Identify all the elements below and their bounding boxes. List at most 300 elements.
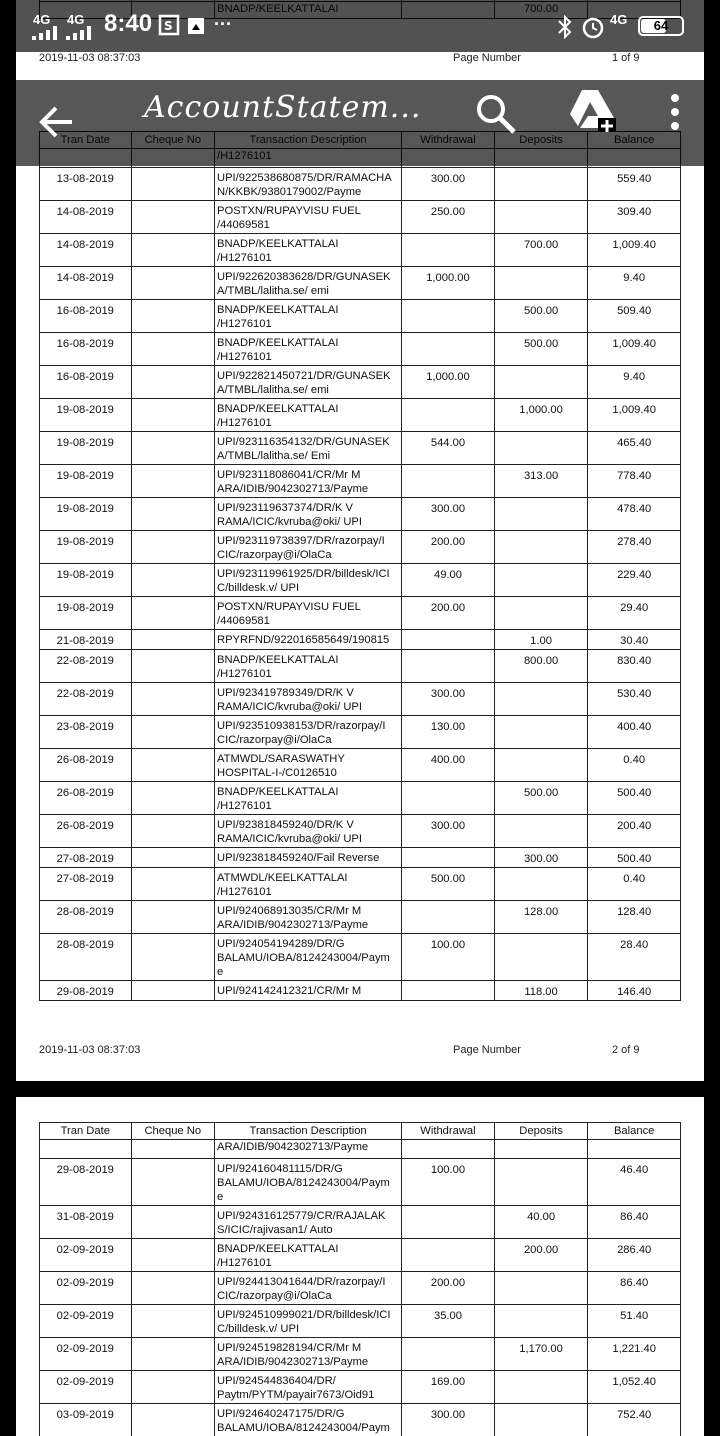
cheque-no: [131, 981, 214, 1001]
tran-date: 19-08-2019: [40, 498, 132, 531]
description-line: /H1276101: [216, 417, 272, 429]
transaction-description: [214, 1239, 401, 1272]
transaction-description: [214, 498, 401, 531]
tran-date: 26-08-2019: [40, 749, 132, 782]
withdrawal: [402, 630, 495, 650]
deposit: [494, 168, 588, 201]
search-icon[interactable]: [474, 92, 518, 136]
svg-text:S: S: [164, 19, 173, 33]
tran-date: 19-08-2019: [40, 597, 132, 630]
balance: 778.40: [588, 465, 681, 498]
description-line: A/TMBL/lalitha.se/ emi: [216, 285, 329, 297]
transaction-description: [214, 716, 401, 749]
tran-date: 14-08-2019: [40, 234, 132, 267]
balance: 200.40: [588, 815, 681, 848]
description-line: BALAMU/IOBA/8124243004/Paym: [216, 1177, 390, 1189]
table-row: [40, 630, 681, 650]
withdrawal: [402, 399, 495, 432]
table-row: [40, 981, 681, 1001]
balance: 86.40: [588, 1206, 681, 1239]
signal-icon: [32, 26, 58, 40]
table-row: [40, 815, 681, 848]
table-row: [40, 1239, 681, 1272]
description-line: UPI/924510999021/DR/billdesk/ICI: [216, 1309, 391, 1321]
cheque-no: [131, 934, 214, 981]
description-line: ATMWDL/SARASWATHY: [216, 753, 345, 765]
table-row: [40, 564, 681, 597]
table-row: [40, 749, 681, 782]
withdrawal: 169.00: [402, 1371, 495, 1404]
cheque-no: [131, 267, 214, 300]
balance: 400.40: [588, 716, 681, 749]
tran-date: 21-08-2019: [40, 630, 132, 650]
description-line: A/TMBL/lalitha.se/ emi: [216, 384, 329, 396]
header-deposits: Deposits: [494, 1123, 588, 1140]
transaction-description: [214, 934, 401, 981]
description-line: BNADP/KEELKATTALAI: [216, 654, 339, 666]
cheque-no: [131, 201, 214, 234]
withdrawal: 544.00: [402, 432, 495, 465]
transaction-description: [214, 630, 401, 650]
transactions-table: [39, 131, 681, 1001]
signal-icon: [66, 26, 96, 40]
header-balance: Balance: [588, 1123, 681, 1140]
balance: 500.40: [588, 848, 681, 868]
description-line: S/ICIC/rajivasan1/ Auto: [216, 1224, 333, 1236]
cheque-no: [131, 1272, 214, 1305]
description-line: UPI/923818459240/Fail Reverse: [216, 852, 380, 864]
deposit: [494, 1159, 588, 1206]
tran-date: 29-08-2019: [40, 1159, 132, 1206]
table-row: [40, 498, 681, 531]
deposit: [494, 597, 588, 630]
description-line: RAMA/ICIC/kvruba@oki/ UPI: [216, 833, 363, 845]
table-row: [40, 267, 681, 300]
gallery-icon: [186, 14, 208, 36]
transaction-description: [214, 465, 401, 498]
tran-date: 02-09-2019: [40, 1371, 132, 1404]
tran-date: 14-08-2019: [40, 201, 132, 234]
empty-cell: [131, 1140, 214, 1155]
deposit: [494, 934, 588, 981]
table-row: [40, 901, 681, 934]
empty-cell: [494, 1140, 588, 1155]
description-line: HOSPITAL-I-/C0126510: [216, 767, 337, 779]
deposit: 500.00: [494, 300, 588, 333]
table-row: [40, 1371, 681, 1404]
transaction-description: [214, 267, 401, 300]
description-line: POSTXN/RUPAYVISU FUEL: [216, 601, 361, 613]
tran-date: 13-08-2019: [40, 168, 132, 201]
table-row: [40, 868, 681, 901]
cheque-no: [131, 1239, 214, 1272]
balance: 309.40: [588, 201, 681, 234]
description-line: BALAMU/IOBA/8124243004/Paym: [216, 952, 390, 964]
withdrawal: 1,000.00: [402, 267, 495, 300]
tran-date: 19-08-2019: [40, 432, 132, 465]
deposit: 200.00: [494, 1239, 588, 1272]
cheque-no: [131, 815, 214, 848]
withdrawal: 1,000.00: [402, 366, 495, 399]
description-line: UPI/923818459240/DR/K V: [216, 819, 354, 831]
deposit: [494, 564, 588, 597]
balance: 286.40: [588, 1239, 681, 1272]
transaction-description: [214, 1404, 401, 1436]
deposit: 40.00: [494, 1206, 588, 1239]
tran-date: 26-08-2019: [40, 815, 132, 848]
continuation-desc: ARA/IDIB/9042302713/Payme: [214, 1140, 401, 1155]
cheque-no: [131, 168, 214, 201]
description-line: BNADP/KEELKATTALAI: [216, 1243, 339, 1255]
cheque-no: [131, 716, 214, 749]
network-type-2: 4G: [67, 12, 85, 27]
continuation-row: [40, 1140, 681, 1155]
transaction-description: [214, 1305, 401, 1338]
table-row: [40, 1206, 681, 1239]
deposit: [494, 1305, 588, 1338]
balance: 28.40: [588, 934, 681, 981]
deposit: [494, 201, 588, 234]
withdrawal: [402, 1338, 495, 1371]
table-row: [40, 399, 681, 432]
table-row: [40, 465, 681, 498]
battery-percent: 64: [653, 18, 669, 33]
deposit: [494, 366, 588, 399]
tran-date: 28-08-2019: [40, 934, 132, 981]
deposit: [494, 531, 588, 564]
clock: 8:40: [104, 10, 153, 37]
balance: 0.40: [588, 749, 681, 782]
description-line: /H1276101: [216, 668, 272, 680]
network-type-right: 4G: [610, 12, 628, 27]
withdrawal: [402, 901, 495, 934]
transaction-description: [214, 168, 401, 201]
description-line: UPI/924054194289/DR/G: [216, 938, 345, 950]
deposit: 500.00: [494, 333, 588, 366]
cheque-no: [131, 564, 214, 597]
transaction-description: [214, 981, 401, 1001]
deposit: 300.00: [494, 848, 588, 868]
description-line: ARA/IDIB/9042302713/Payme: [216, 483, 369, 495]
cheque-no: [131, 531, 214, 564]
description-line: N/KKBK/9380179002/Payme: [216, 186, 362, 198]
cheque-no: [131, 901, 214, 934]
deposit: 128.00: [494, 901, 588, 934]
balance: 530.40: [588, 683, 681, 716]
balance: 9.40: [588, 267, 681, 300]
description-line: e: [216, 966, 224, 978]
description-line: ATMWDL/KEELKATTALAI: [216, 872, 348, 884]
empty-cell: [40, 1140, 132, 1155]
status-bar: [0, 0, 720, 52]
balance: 1,052.40: [588, 1371, 681, 1404]
deposit: 1,000.00: [494, 399, 588, 432]
balance: 128.40: [588, 901, 681, 934]
transaction-description: [214, 1338, 401, 1371]
balance: 46.40: [588, 1159, 681, 1206]
description-line: /44069581: [216, 615, 270, 627]
deposit: 1.00: [494, 630, 588, 650]
deposit: 800.00: [494, 650, 588, 683]
withdrawal: 300.00: [402, 168, 495, 201]
description-line: UPI/923119637374/DR/K V: [216, 502, 353, 514]
description-line: /H1276101: [216, 351, 272, 363]
table-row: [40, 782, 681, 815]
deposit: [494, 749, 588, 782]
withdrawal: [402, 981, 495, 1001]
tran-date: 27-08-2019: [40, 868, 132, 901]
back-arrow-icon[interactable]: [36, 102, 76, 142]
transaction-description: [214, 749, 401, 782]
table-row: [40, 333, 681, 366]
withdrawal: 200.00: [402, 597, 495, 630]
transaction-description: [214, 683, 401, 716]
description-line: RAMA/ICIC/kvruba@oki/ UPI: [216, 516, 363, 528]
cheque-no: [131, 333, 214, 366]
transaction-description: [214, 782, 401, 815]
deposit: 313.00: [494, 465, 588, 498]
balance: 1,009.40: [588, 234, 681, 267]
description-line: UPI/923510938153/DR/razorpay/I: [216, 720, 386, 732]
balance: 51.40: [588, 1305, 681, 1338]
balance: 752.40: [588, 1404, 681, 1436]
description-line: /H1276101: [216, 318, 272, 330]
table-row: [40, 366, 681, 399]
deposit: [494, 1404, 588, 1436]
footer-label: Page Number: [453, 52, 521, 64]
description-line: BNADP/KEELKATTALAI: [216, 403, 339, 415]
withdrawal: 200.00: [402, 531, 495, 564]
tran-date: 16-08-2019: [40, 300, 132, 333]
description-line: BNADP/KEELKATTALAI: [216, 337, 339, 349]
withdrawal: 400.00: [402, 749, 495, 782]
table-row: [40, 1404, 681, 1436]
balance: 278.40: [588, 531, 681, 564]
table-header: [40, 1123, 681, 1140]
description-line: /H1276101: [216, 252, 272, 264]
transaction-description: [214, 650, 401, 683]
tran-date: 02-09-2019: [40, 1239, 132, 1272]
description-line: UPI/923119961925/DR/billdesk/ICI: [216, 568, 390, 580]
footer-page: 2 of 9: [612, 1044, 640, 1056]
empty-cell: [402, 1140, 495, 1155]
description-line: UPI/924640247175/DR/G: [216, 1408, 345, 1420]
tran-date: 19-08-2019: [40, 531, 132, 564]
description-line: CIC/razorpay@i/OlaCa: [216, 734, 332, 746]
withdrawal: [402, 650, 495, 683]
description-line: ARA/IDIB/9042302713/Payme: [216, 1356, 369, 1368]
withdrawal: [402, 848, 495, 868]
withdrawal: [402, 333, 495, 366]
description-line: UPI/922821450721/DR/GUNASEK: [216, 370, 391, 382]
tran-date: 16-08-2019: [40, 333, 132, 366]
withdrawal: 35.00: [402, 1305, 495, 1338]
table-row: [40, 531, 681, 564]
footer-label: Page Number: [453, 1044, 521, 1056]
deposit: [494, 267, 588, 300]
drive-upload-icon[interactable]: [568, 88, 618, 134]
withdrawal: 250.00: [402, 201, 495, 234]
header-withdrawal: Withdrawal: [402, 1123, 495, 1140]
cheque-no: [131, 749, 214, 782]
table-row: [40, 650, 681, 683]
table-row: [40, 934, 681, 981]
table-row: [40, 1272, 681, 1305]
table-row: [40, 1159, 681, 1206]
balance: 1,009.40: [588, 399, 681, 432]
withdrawal: 100.00: [402, 1159, 495, 1206]
withdrawal: [402, 234, 495, 267]
transaction-description: [214, 1371, 401, 1404]
balance: 86.40: [588, 1272, 681, 1305]
transactions-table: [39, 1122, 681, 1436]
deposit: [494, 683, 588, 716]
cheque-no: [131, 1159, 214, 1206]
table-row: [40, 848, 681, 868]
balance: 830.40: [588, 650, 681, 683]
table-row: [40, 432, 681, 465]
transaction-description: [214, 1159, 401, 1206]
cheque-no: [131, 1404, 214, 1436]
description-line: UPI/924316125779/CR/RAJALAK: [216, 1210, 386, 1222]
description-line: e: [216, 1191, 224, 1203]
withdrawal: 300.00: [402, 683, 495, 716]
withdrawal: [402, 300, 495, 333]
network-type-1: 4G: [33, 12, 51, 27]
deposit: 118.00: [494, 981, 588, 1001]
tran-date: 03-09-2019: [40, 1404, 132, 1436]
cheque-no: [131, 650, 214, 683]
transaction-description: [214, 1206, 401, 1239]
deposit: 700.00: [494, 234, 588, 267]
table-row: [40, 1338, 681, 1371]
description-line: Paytm/PYTM/payair7673/Oid91: [216, 1389, 375, 1401]
tran-date: 19-08-2019: [40, 399, 132, 432]
balance: 0.40: [588, 868, 681, 901]
description-line: /44069581: [216, 219, 270, 231]
cheque-no: [131, 399, 214, 432]
bluetooth-icon: [556, 15, 574, 39]
deposit: [494, 815, 588, 848]
deposit: [494, 1371, 588, 1404]
withdrawal: 500.00: [402, 868, 495, 901]
balance: 509.40: [588, 300, 681, 333]
withdrawal: [402, 1206, 495, 1239]
statement-page-3: [16, 1097, 704, 1436]
description-line: UPI/924068913035/CR/Mr M: [216, 905, 362, 917]
cheque-no: [131, 868, 214, 901]
page-footer-2: [16, 1040, 704, 1060]
transaction-description: [214, 333, 401, 366]
withdrawal: 300.00: [402, 815, 495, 848]
description-line: UPI/924519828194/CR/Mr M: [216, 1342, 362, 1354]
description-line: UPI/923419789349/DR/K V: [216, 687, 354, 699]
deposit: 1,170.00: [494, 1338, 588, 1371]
tran-date: 26-08-2019: [40, 782, 132, 815]
tran-date: 27-08-2019: [40, 848, 132, 868]
deposit: [494, 432, 588, 465]
table-row: [40, 300, 681, 333]
description-line: BNADP/KEELKATTALAI: [216, 786, 339, 798]
footer-date: 2019-11-03 08:37:03: [39, 52, 141, 64]
description-line: BNADP/KEELKATTALAI: [216, 304, 339, 316]
withdrawal: [402, 465, 495, 498]
withdrawal: 300.00: [402, 1404, 495, 1436]
table-row: [40, 168, 681, 201]
screenshot-icon: [158, 14, 180, 36]
empty-cell: [588, 1140, 681, 1155]
transaction-description: [214, 848, 401, 868]
tran-date: 28-08-2019: [40, 901, 132, 934]
deposit: [494, 716, 588, 749]
balance: 229.40: [588, 564, 681, 597]
balance: 29.40: [588, 597, 681, 630]
footer-page: 1 of 9: [612, 52, 640, 64]
tran-date: 02-09-2019: [40, 1272, 132, 1305]
tran-date: 02-09-2019: [40, 1305, 132, 1338]
tran-date: 29-08-2019: [40, 981, 132, 1001]
cheque-no: [131, 366, 214, 399]
transaction-description: [214, 901, 401, 934]
cheque-no: [131, 782, 214, 815]
table-row: [40, 1305, 681, 1338]
description-line: UPI/922538680875/DR/RAMACHA: [216, 172, 392, 184]
app-bar: [0, 80, 720, 166]
tran-date: 31-08-2019: [40, 1206, 132, 1239]
description-line: /H1276101: [216, 800, 272, 812]
cheque-no: [131, 630, 214, 650]
balance: 1,221.40: [588, 1338, 681, 1371]
more-notifications-icon: ···: [214, 14, 232, 34]
tran-date: 22-08-2019: [40, 650, 132, 683]
cheque-no: [131, 1338, 214, 1371]
cheque-no: [131, 300, 214, 333]
balance: 500.40: [588, 782, 681, 815]
tran-date: 19-08-2019: [40, 465, 132, 498]
description-line: UPI/924544836404/DR/: [216, 1375, 336, 1387]
header-description: Transaction Description: [214, 1123, 401, 1140]
table-row: [40, 716, 681, 749]
battery-icon: [638, 16, 684, 36]
table-row: [40, 597, 681, 630]
withdrawal: 200.00: [402, 1272, 495, 1305]
tran-date: 19-08-2019: [40, 564, 132, 597]
transaction-description: [214, 815, 401, 848]
description-line: ARA/IDIB/9042302713/Payme: [216, 919, 369, 931]
cheque-no: [131, 432, 214, 465]
description-line: UPI/923116354132/DR/GUNASEK: [216, 436, 390, 448]
tran-date: 22-08-2019: [40, 683, 132, 716]
description-line: UPI/922620383628/DR/GUNASEK: [216, 271, 391, 283]
withdrawal: 100.00: [402, 934, 495, 981]
more-options-icon[interactable]: [668, 92, 682, 132]
transaction-description: [214, 868, 401, 901]
balance: 9.40: [588, 366, 681, 399]
withdrawal: 49.00: [402, 564, 495, 597]
transaction-description: [214, 597, 401, 630]
transaction-description: [214, 531, 401, 564]
deposit: 500.00: [494, 782, 588, 815]
description-line: BALAMU/IOBA/8124243004/Paym: [216, 1422, 390, 1434]
description-line: C/billdesk.v/ UPI: [216, 582, 300, 594]
description-line: C/billdesk.v/ UPI: [216, 1323, 300, 1335]
table-row: [40, 201, 681, 234]
description-line: UPI/924160481115/DR/G: [216, 1163, 343, 1175]
description-line: RAMA/ICIC/kvruba@oki/ UPI: [216, 701, 363, 713]
balance: 146.40: [588, 981, 681, 1001]
cheque-no: [131, 1371, 214, 1404]
cheque-no: [131, 234, 214, 267]
